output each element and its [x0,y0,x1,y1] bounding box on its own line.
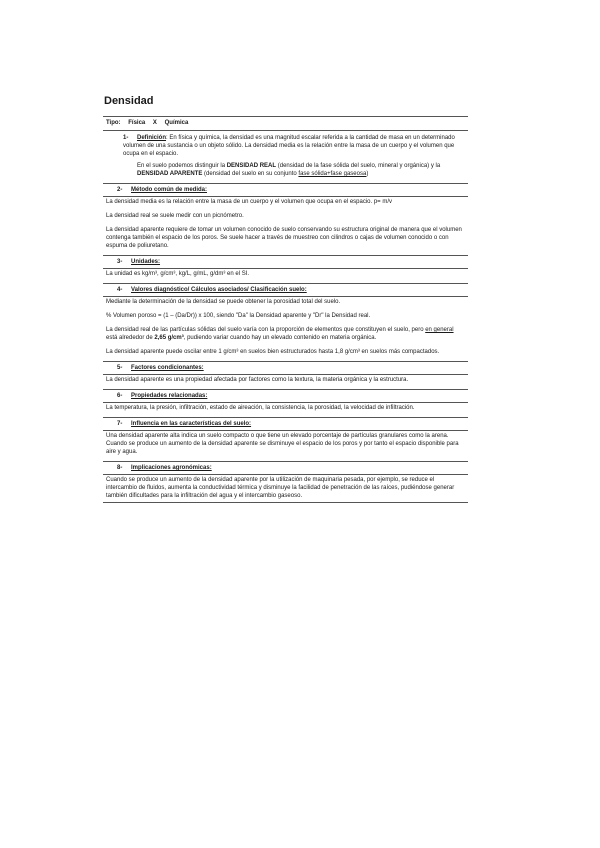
paragraph [103,325,468,344]
underlined-term: en general [425,327,454,333]
paragraph: Una densidad aparente alta indica un suelo compacto o que tiene un elevado porcentaje de partículas granulares como la arena. Cuando se produce un aumento de la densidad aparente se disminuye el espacio de los poros y por tanto el espacio disponible para aire y agua. [106,433,459,455]
bold-term: DENSIDAD REAL [226,163,277,169]
section-title: Implicaciones agronómicas: [131,465,212,471]
section-number: 3- [117,259,123,265]
section-number: 2- [117,187,123,193]
section-title: Método común de medida: [131,187,208,193]
section-heading [103,256,468,268]
section-heading [103,390,468,402]
bold-term: 2,65 g/cm³ [154,335,184,341]
type-fisica: Física [128,120,146,126]
type-mark: X [152,120,157,126]
section-number: 5- [117,365,123,371]
paragraph: La densidad real se suele medir con un picnómetro. [106,213,244,219]
paragraph: La temperatura, la presión, infiltración, estado de aireación, la consistencia, la porosidad, la velocidad de infiltración. [106,405,415,411]
type-row [103,117,468,130]
section-title: Propiedades relacionadas: [131,393,208,399]
paragraph: La densidad aparente es una propiedad afectada por factores como la textura, la materia orgánica y la estructura. [106,377,409,383]
section-heading [103,284,468,296]
paragraph [103,161,468,180]
type-label: Tipo: [106,120,121,126]
underlined-term: fase sólida+fase gaseosa [298,171,367,177]
section-title: Valores diagnóstico/ Cálculos asociados/ Clasificación suelo: [131,287,307,293]
type-quimica: Química [164,120,189,126]
paragraph: % Volumen poroso = (1 – (Da/Dr)) x 100, siendo "Da" la Densidad aparente y "Dr" la Densidad real. [106,313,371,319]
definition-label: Definición [137,135,167,141]
text-run: , pudiendo variar cuando hay un elevado contenido en materia orgánica. [183,335,377,341]
section-heading [103,362,468,374]
paragraph: La densidad media es la relación entre la masa de un cuerpo y el volumen que ocupa en el espacio. p= m/v [106,199,393,205]
section-number: 8- [117,465,123,471]
definition-paragraph [103,131,468,161]
text-run: (densidad de la fase sólida del suelo, mineral y orgánica) y la [276,163,441,169]
section-number: 6- [117,393,123,399]
paragraph: La densidad aparente puede oscilar entre 1 g/cm³ en suelos bien estructurados hasta 1,8 g/cm³ en suelos más compactados. [106,349,440,355]
text-run: La densidad real de las partículas sólidas del suelo varía con la proporción de elementos que constituyen el suelo, pero [106,327,426,333]
definition-text: : En física y química, la densidad es una magnitud escalar referida a la cantidad de masa en un determinado volumen de una sustancia o un objeto sólido. La densidad media es la relación entre la masa de un cuerpo y el volumen que ocupa en el espacio. [123,135,455,157]
section-number: 4- [117,287,123,293]
text-run: ) [366,171,369,177]
bold-term: DENSIDAD APARENTE [137,171,203,177]
page-title: Densidad [104,95,154,107]
section-heading [103,462,468,474]
section-heading [103,184,468,196]
section-title: Influencia en las características del suelo: [131,421,252,427]
paragraph: Cuando se produce un aumento de la densidad aparente por la utilización de maquinaria pesada, por ejemplo, se reduce el intercambio de fluidos, aumenta la conductividad térmica y disminuye la facilidad de penetración de las raíces, pudiéndose generar también dificultades para la infiltración del agua y el intercambio gaseoso. [103,475,468,503]
text-run: (densidad del suelo en su conjunto [202,171,299,177]
section-title: Factores condicionantes: [131,365,204,371]
text-run: está alrededor de [106,335,155,341]
paragraph: La unidad es kg/m³, g/cm³, kg/L, g/mL, g/dm³ en el SI. [106,271,250,277]
section-number: 1- [123,135,129,141]
document-body [103,116,468,506]
text-run: En el suelo podemos distinguir la [137,163,227,169]
paragraph: Mediante la determinación de la densidad se puede obtener la porosidad total del suelo. [106,299,341,305]
section-title: Unidades: [131,259,161,265]
section-heading [103,418,468,430]
paragraph: La densidad aparente requiere de tomar un volumen conocido de suelo conservando su estructura original de manera que el volumen contenga también el espacio de los poros. Se suele hacer a través de muestreo con cilindros o cajas de volumen conocido o con espuma de poliuretano. [106,227,462,249]
section-number: 7- [117,421,123,427]
